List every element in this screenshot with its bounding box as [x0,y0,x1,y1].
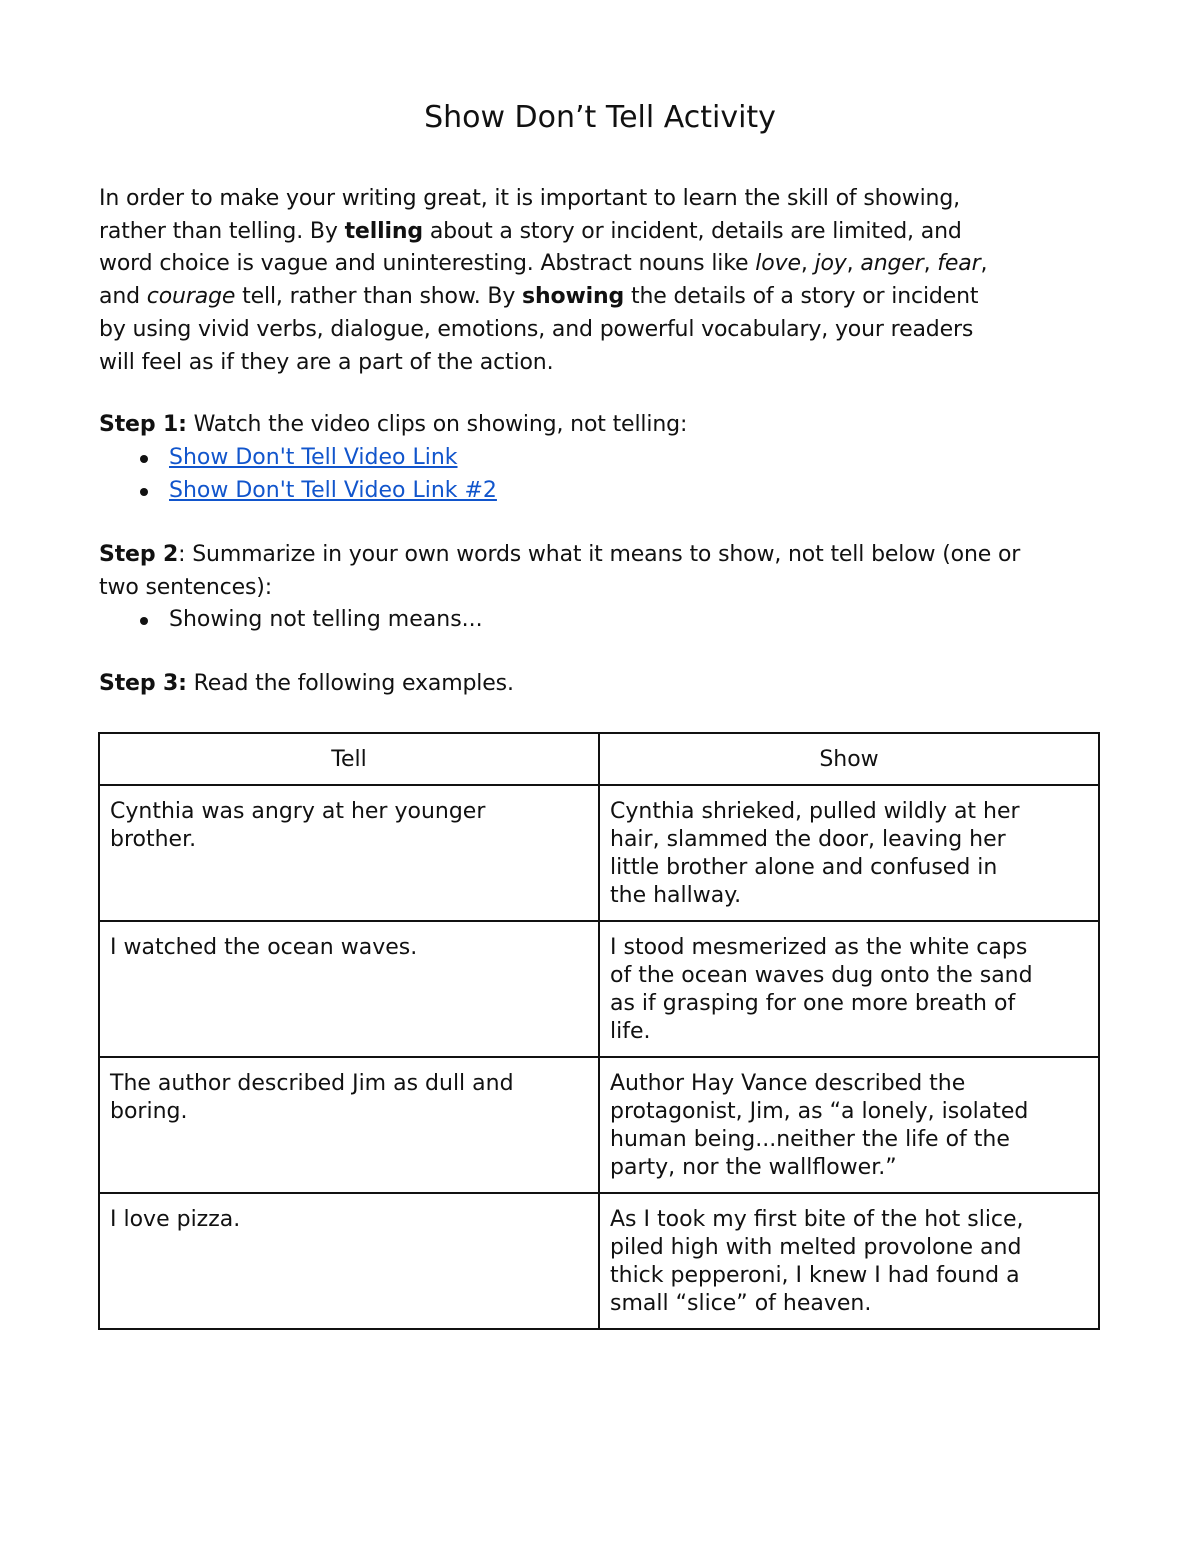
step-2 [99,539,1109,604]
table-row [99,1193,1099,1329]
table-row [99,785,1099,921]
cell-line: As I took my first bite of the hot slice, [610,1207,1024,1232]
page-title: Show Don’t Tell Activity [424,100,776,135]
video-link-1[interactable]: Show Don't Tell Video Link [169,445,458,470]
step-2-line-2 [99,572,1109,605]
cell-line: Cynthia was angry at her younger [110,799,486,824]
step-3-label: Step 3: [99,671,187,696]
intro-line-1 [99,183,1109,216]
video-link-list [140,442,497,507]
italic-term-fear: fear [937,251,981,277]
italic-term-courage: courage [146,284,236,310]
intro-text: In order to make your writing great, it is important to learn the skill of showing, [99,186,960,211]
intro-text: about a story or incident, details are limited, and [422,218,962,244]
summary-prompt: Showing not telling means... [169,607,483,632]
tell-cell [99,921,599,1057]
step-3 [99,668,1109,701]
intro-text: the details of a story or incident [624,284,979,310]
cell-line: of the ocean waves dug onto the sand [610,963,1033,988]
intro-text: tell, rather than show. By [235,284,523,310]
punctuation: , [846,251,861,277]
list-item [140,604,483,637]
punctuation: , [980,251,988,277]
intro-text: will feel as if they are a part of the action. [99,349,554,375]
cell-line: human being...neither the life of the [610,1127,1010,1152]
cell-line: little brother alone and confused in [610,855,998,880]
table-row [99,921,1099,1057]
tell-cell [99,785,599,921]
cell-line: brother. [110,827,197,852]
intro-text: by using vivid verbs, dialogue, emotions, and powerful vocabulary, your readers [99,316,974,342]
cell-line: piled high with melted provolone and [610,1235,1022,1260]
cell-line: the hallway. [610,883,742,908]
show-cell [599,1193,1099,1329]
step-1 [99,409,1109,442]
cell-line: Cynthia shrieked, pulled wildly at her [610,799,1020,824]
italic-term-love: love [755,251,801,277]
italic-term-joy: joy [814,251,847,277]
italic-term-anger: anger [860,251,924,277]
cell-line: The author described Jim as dull and [110,1071,514,1096]
cell-line: as if grasping for one more breath of [610,991,1016,1016]
intro-paragraph [99,183,1109,379]
step-2-line-1 [99,539,1109,572]
cell-line: I stood mesmerized as the white caps [610,935,1028,960]
step-3-text: Read the following examples. [186,671,514,696]
video-link-2[interactable]: Show Don't Tell Video Link #2 [169,477,497,503]
intro-line-3 [99,248,1109,281]
bold-term-telling: telling [344,218,423,244]
column-header-tell: Tell [99,733,599,785]
cell-line: life. [610,1019,651,1044]
step-2-text: : Summarize in your own words what it means to show, not tell below (one or [178,542,1021,567]
intro-text: and [99,284,147,310]
list-item [140,475,497,508]
tell-cell [99,1057,599,1193]
cell-line: I watched the ocean waves. [110,935,418,960]
table-row [99,1057,1099,1193]
step-1-label: Step 1: [99,412,187,437]
show-cell [599,921,1099,1057]
intro-line-6 [99,347,1109,380]
column-header-show: Show [599,733,1099,785]
cell-line: protagonist, Jim, as “a lonely, isolated [610,1099,1029,1124]
step-2-text: two sentences): [99,574,272,600]
bold-term-showing: showing [522,284,625,310]
punctuation: , [923,251,938,277]
intro-text: word choice is vague and uninteresting. Abstract nouns like [99,251,756,277]
cell-line: Author Hay Vance described the [610,1071,966,1096]
cell-line: I love pizza. [110,1207,241,1232]
tell-cell [99,1193,599,1329]
punctuation: , [800,251,815,277]
cell-line: thick pepperoni, I knew I had found a [610,1263,1020,1288]
intro-line-2 [99,216,1109,249]
step-2-label: Step 2 [99,542,179,567]
cell-line: small “slice” of heaven. [610,1291,872,1316]
show-cell [599,1057,1099,1193]
show-cell [599,785,1099,921]
list-item [140,442,497,475]
cell-line: party, nor the wallflower.” [610,1155,897,1180]
table-header-row [99,733,1099,785]
cell-line: boring. [110,1099,188,1124]
intro-line-4 [99,281,1109,314]
summary-list [140,604,483,637]
intro-line-5 [99,314,1109,347]
cell-line: hair, slammed the door, leaving her [610,827,1006,852]
examples-table [98,732,1100,1330]
intro-text: rather than telling. By [99,218,345,244]
step-1-text: Watch the video clips on showing, not telling: [186,412,688,437]
